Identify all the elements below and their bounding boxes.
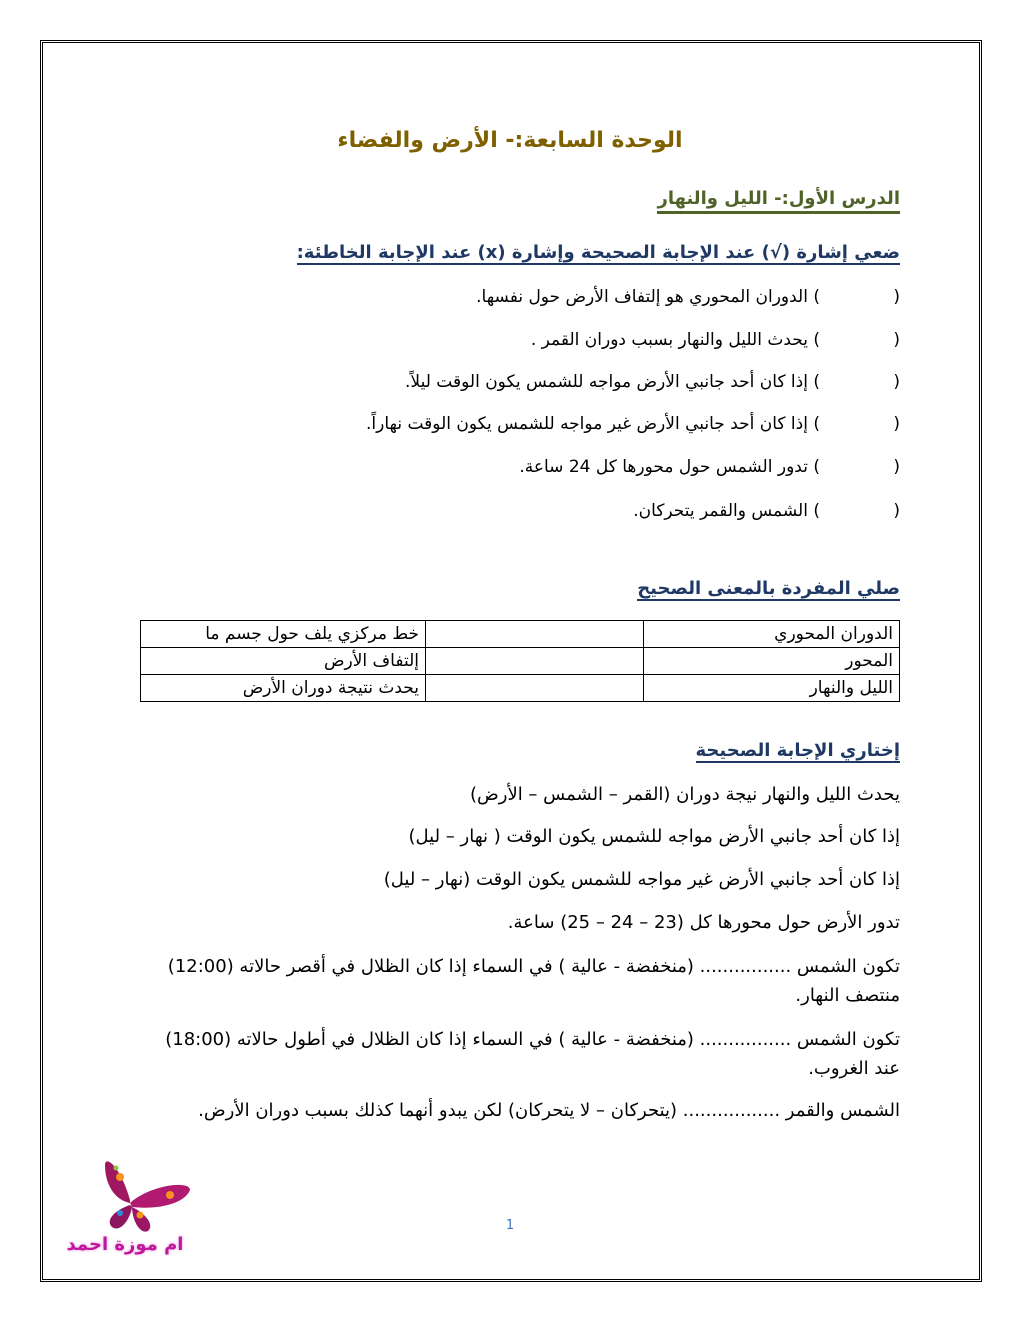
section2-title: صلي المفردة بالمعنى الصحيح xyxy=(637,578,900,599)
unit-title: الوحدة السابعة:- الأرض والفضاء xyxy=(337,128,683,153)
section1-title: ضعي إشارة (√) عند الإجابة الصحيحة وإشارة (x) عند الإجابة الخاطئة: xyxy=(296,242,900,263)
section3-heading xyxy=(696,740,901,761)
mc-item-cont: منتصف النهار. xyxy=(795,985,900,1006)
matching-table xyxy=(140,620,900,702)
mc-item-cont: عند الغروب. xyxy=(808,1058,900,1079)
lesson-title: الدرس الأول:- الليل والنهار xyxy=(657,188,900,214)
section2-heading xyxy=(637,578,900,599)
table-row: الليل والنهار يحدث نتيجة دوران الأرض xyxy=(141,675,900,702)
mc-item: تكون الشمس ................ (منخفضة - عالية ) في السماء إذا كان الظلال في أقصر حالاته (12:00) xyxy=(167,956,900,977)
tf-item: () يحدث الليل والنهار بسبب دوران القمر . xyxy=(530,330,900,350)
logo-text: ام موزة احمد xyxy=(66,1234,184,1255)
table-row: المحور إلتفاف الأرض xyxy=(141,648,900,675)
mc-item: الشمس والقمر ................. (يتحركان – لا يتحركان) لكن يبدو أنهما كذلك بسبب دوران الأرض. xyxy=(198,1100,900,1121)
mc-item: إذا كان أحد جانبي الأرض غير مواجه للشمس يكون الوقت (نهار – ليل) xyxy=(383,869,900,890)
lesson-heading xyxy=(657,188,900,209)
tf-item: () الدوران المحوري هو إلتفاف الأرض حول نفسها. xyxy=(476,287,900,307)
mc-item: تدور الأرض حول محورها كل (23 – 24 – 25) ساعة. xyxy=(507,912,900,933)
mc-item: إذا كان أحد جانبي الأرض مواجه للشمس يكون الوقت ( نهار – ليل) xyxy=(408,826,900,847)
page-number: 1 xyxy=(505,1218,515,1233)
tf-item: () إذا كان أحد جانبي الأرض مواجه للشمس يكون الوقت ليلاً. xyxy=(405,372,900,392)
tf-item: () إذا كان أحد جانبي الأرض غير مواجه للشمس يكون الوقت نهاراً. xyxy=(366,414,900,434)
section1-heading xyxy=(297,242,900,263)
mc-item: يحدث الليل والنهار نيجة دوران (القمر – الشمس – الأرض) xyxy=(469,784,900,805)
mc-item: تكون الشمس ................ (منخفضة - عالية ) في السماء إذا كان الظلال في أطول حالاته (18:00) xyxy=(165,1029,900,1050)
tf-item: () الشمس والقمر يتحركان. xyxy=(633,501,900,521)
tf-item: () تدور الشمس حول محورها كل 24 ساعة. xyxy=(519,457,900,477)
table-row: الدوران المحوري خط مركزي يلف حول جسم ما xyxy=(141,621,900,648)
butterfly-logo xyxy=(50,1155,200,1255)
section3-title: إختاري الإجابة الصحيحة xyxy=(695,740,900,761)
